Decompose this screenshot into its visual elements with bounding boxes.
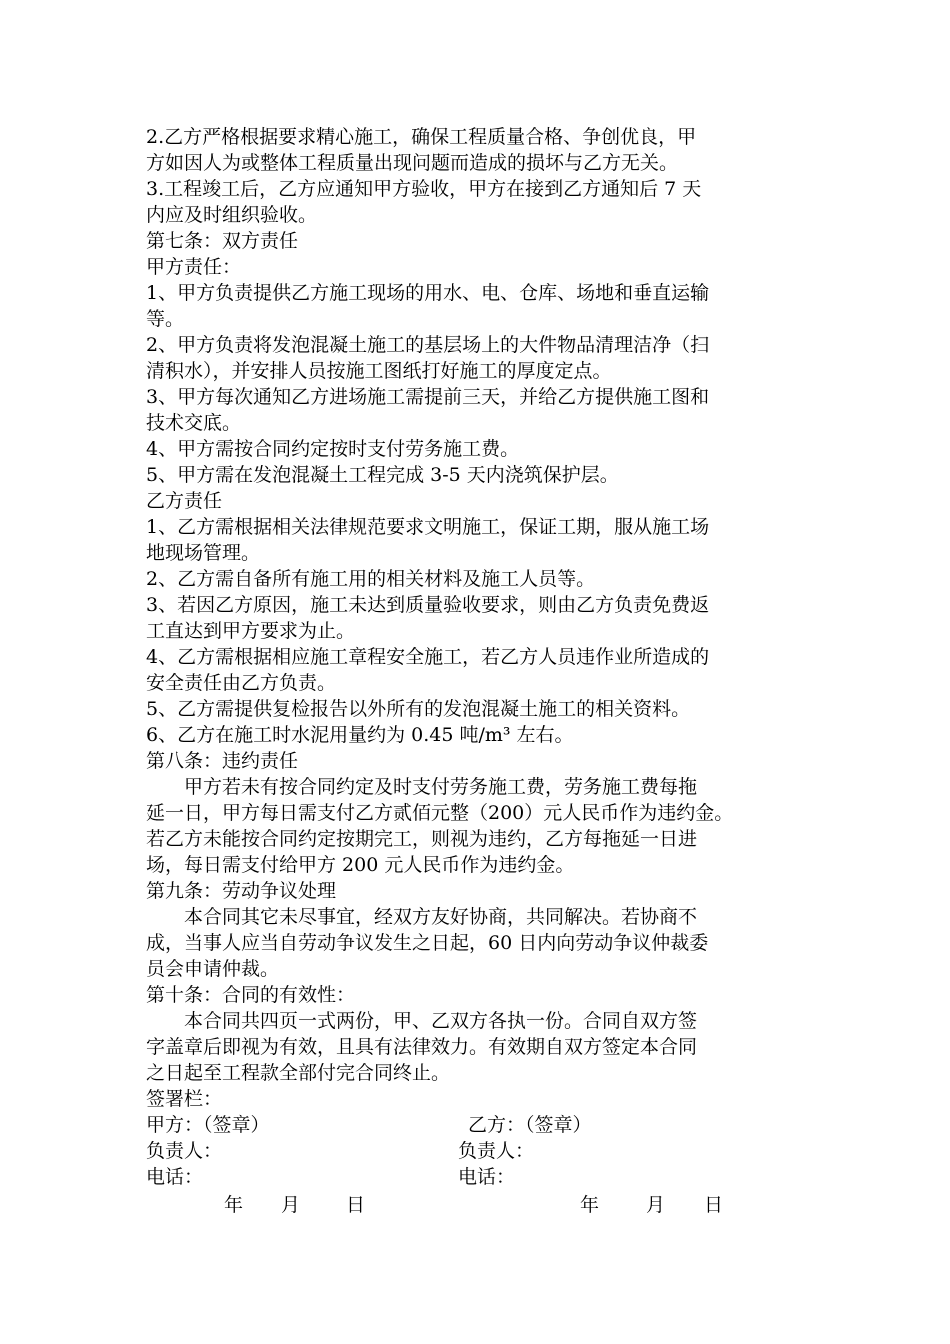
signature-row-responsible bbox=[146, 1138, 810, 1164]
party-a-responsible-label: 负责人： bbox=[146, 1140, 223, 1162]
text-line: 本合同其它未尽事宜，经双方友好协商，共同解决。若协商不 bbox=[184, 906, 698, 928]
party-b-date-month: 月 bbox=[646, 1194, 666, 1216]
signature-block bbox=[146, 1112, 810, 1220]
section-heading-article-8: 第八条：违约责任 bbox=[146, 750, 299, 772]
text-line: 5、甲方需在发泡混凝土工程完成 3-5 天内浇筑保护层。 bbox=[146, 464, 619, 486]
text-line: 技术交底。 bbox=[146, 412, 242, 434]
text-line: 内应及时组织验收。 bbox=[146, 204, 318, 226]
text-line: 3、若因乙方原因，施工未达到质量验收要求，则由乙方负责免费返 bbox=[146, 594, 710, 616]
section-heading-article-7: 第七条：双方责任 bbox=[146, 230, 299, 252]
text-line: 1、甲方负责提供乙方施工现场的用水、电、仓库、场地和垂直运输 bbox=[146, 282, 710, 304]
text-line: 5、乙方需提供复检报告以外所有的发泡混凝土施工的相关资料。 bbox=[146, 698, 691, 720]
text-line: 员会申请仲裁。 bbox=[146, 958, 280, 980]
text-line: 2、乙方需自备所有施工用的相关材料及施工人员等。 bbox=[146, 568, 596, 590]
party-a-date-day: 日 bbox=[346, 1194, 366, 1216]
signature-row-parties bbox=[146, 1112, 810, 1138]
text-line: 之日起至工程款全部付完合同终止。 bbox=[146, 1062, 451, 1084]
text-line: 清积水），并安排人员按施工图纸打好施工的厚度定点。 bbox=[146, 360, 612, 382]
text-line: 安全责任由乙方负责。 bbox=[146, 672, 337, 694]
text-line: 场，每日需支付给甲方 200 元人民币作为违约金。 bbox=[146, 854, 575, 876]
subheading-party-a-responsibility: 甲方责任： bbox=[146, 256, 242, 278]
party-b-responsible-label: 负责人： bbox=[458, 1140, 535, 1162]
party-b-seal-label: 乙方：（签章） bbox=[468, 1114, 592, 1136]
text-line: 3.工程竣工后，乙方应通知甲方验收，甲方在接到乙方通知后 7 天 bbox=[146, 178, 702, 200]
text-line: 成，当事人应当自劳动争议发生之日起，60 日内向劳动争议仲裁委 bbox=[146, 932, 709, 954]
section-heading-article-10: 第十条：合同的有效性： bbox=[146, 984, 356, 1006]
signature-row-phone bbox=[146, 1164, 810, 1190]
signature-row-date bbox=[146, 1190, 810, 1220]
text-line: 2.乙方严格根据要求精心施工，确保工程质量合格、争创优良，甲 bbox=[146, 126, 697, 148]
text-line: 甲方若未有按合同约定及时支付劳务施工费，劳务施工费每拖 bbox=[184, 776, 698, 798]
text-line: 本合同共四页一式两份，甲、乙双方各执一份。合同自双方签 bbox=[184, 1010, 698, 1032]
text-line: 延一日，甲方每日需支付乙方贰佰元整（200）元人民币作为违约金。 bbox=[146, 802, 734, 824]
contract-body bbox=[146, 124, 810, 1220]
text-line: 地现场管理。 bbox=[146, 542, 261, 564]
party-b-phone-label: 电话： bbox=[458, 1166, 516, 1188]
party-b-date-year: 年 bbox=[580, 1194, 600, 1216]
text-line: 方如因人为或整体工程质量出现问题而造成的损坏与乙方无关。 bbox=[146, 152, 679, 174]
party-a-date-month: 月 bbox=[281, 1194, 301, 1216]
text-line: 等。 bbox=[146, 308, 185, 330]
party-b-date-day: 日 bbox=[704, 1194, 724, 1216]
party-a-phone-label: 电话： bbox=[146, 1166, 204, 1188]
text-line: 2、甲方负责将发泡混凝土施工的基层场上的大件物品清理洁净（扫 bbox=[146, 334, 710, 356]
text-line: 6、乙方在施工时水泥用量约为 0.45 吨/m³ 左右。 bbox=[146, 724, 574, 746]
section-heading-article-9: 第九条：劳动争议处理 bbox=[146, 880, 337, 902]
text-line: 4、乙方需根据相应施工章程安全施工，若乙方人员违作业所造成的 bbox=[146, 646, 710, 668]
text-line: 工直达到甲方要求为止。 bbox=[146, 620, 356, 642]
subheading-party-b-responsibility: 乙方责任 bbox=[146, 490, 223, 512]
signature-section-heading: 签署栏： bbox=[146, 1088, 223, 1110]
text-line: 3、甲方每次通知乙方进场施工需提前三天，并给乙方提供施工图和 bbox=[146, 386, 710, 408]
text-line: 1、乙方需根据相关法律规范要求文明施工，保证工期，服从施工场 bbox=[146, 516, 710, 538]
text-line: 4、甲方需按合同约定按时支付劳务施工费。 bbox=[146, 438, 520, 460]
party-a-seal-label: 甲方：（签章） bbox=[146, 1114, 270, 1136]
text-line: 字盖章后即视为有效，且具有法律效力。有效期自双方签定本合同 bbox=[146, 1036, 698, 1058]
party-a-date-year: 年 bbox=[224, 1194, 244, 1216]
text-line: 若乙方未能按合同约定按期完工，则视为违约，乙方每拖延一日进 bbox=[146, 828, 698, 850]
